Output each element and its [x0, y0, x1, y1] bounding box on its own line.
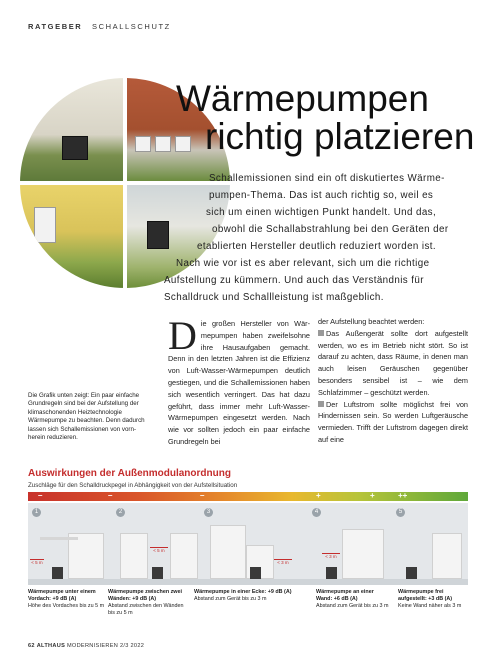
photo-house-yellow — [20, 185, 123, 288]
section-header — [28, 22, 171, 31]
heat-pump-icon — [52, 567, 63, 579]
placement-illustrations — [28, 503, 468, 585]
lead-line: etablierten Hersteller deutlich reduziert worden ist. — [197, 241, 437, 252]
scene-caption-head: Wärmepumpe an einer Wand: +6 dB (A) — [316, 589, 374, 602]
scene-caption — [28, 589, 106, 610]
body-text: ie großen Hersteller von Wärmepumpen haben zweifelsohne ihre Hausaufgaben gemacht. Denn in den letzten Jahren ist die Effizienz von Luft-Wasser-Wärmepumpen deutlich gestiegen, und die Schallemissionen haben sich wesentlich verringert. Das hat dazu geführt, dass immer mehr Luft-Wasser-Wärmepumpen eingesetzt werden. Nach wie vor sollten jedoch ein paar einfache Grundregeln bei — [168, 319, 310, 446]
body-column-2 — [318, 316, 468, 446]
distance-label: < 3 m — [274, 559, 292, 565]
scene-caption — [316, 589, 390, 610]
bullet-text: Das Außengerät sollte dort aufgestellt werden, wo es im Betrieb nicht stört. So ist darauf zu achten, dass Räume, in denen man auch leisen Geräuschen gegenüber besonders sensibel ist – wie dem Schlafzimmer – geschützt werden. — [318, 328, 468, 397]
header-category: RATGEBER — [28, 22, 83, 31]
scene-caption-head: Wärmepumpe frei aufgestellt: +3 dB (A) — [398, 589, 453, 602]
page-footer — [28, 643, 144, 649]
heat-pump-unit — [175, 136, 191, 152]
lead-line: Schallemissionen sind ein oft diskutiertes Wärme- — [209, 173, 445, 184]
body-column-1 — [168, 313, 310, 448]
header-topic: SCHALLSCHUTZ — [92, 22, 171, 31]
body-text: der Aufstellung beachtet werden: — [318, 317, 425, 326]
scene-caption-detail: Keine Wand näher als 3 m — [398, 603, 462, 609]
distance-label: < 5 m — [150, 547, 168, 553]
scene-between-walls — [112, 503, 200, 585]
scale-mark: – — [38, 491, 43, 500]
scene-number: 1 — [32, 508, 41, 517]
heat-pump-unit — [135, 136, 151, 152]
bullet-item — [318, 328, 468, 399]
scene-caption — [398, 589, 470, 610]
distance-label: < 5 m — [31, 560, 43, 565]
infographic-title: Auswirkungen der Außenmodulanordnung — [28, 468, 231, 479]
scale-mark: – — [108, 491, 113, 500]
scene-caption-head: Wärmepumpe unter einem Vordach: +9 dB (A) — [28, 589, 96, 602]
heat-pump-unit — [62, 136, 88, 160]
house-wall — [170, 533, 198, 579]
scene-caption-detail: Abstand zwischen den Wänden bis zu 5 m — [108, 603, 184, 616]
scene-corner — [200, 503, 308, 585]
scene-caption — [108, 589, 188, 617]
square-bullet-icon — [318, 330, 324, 336]
canopy — [40, 537, 78, 540]
scene-caption-detail: Höhe des Vordaches bis zu 5 m — [28, 603, 105, 609]
scale-mark: ++ — [398, 491, 408, 500]
page-number: 62 — [28, 643, 35, 649]
scene-caption-head: Wärmepumpe in einer Ecke: +9 dB (A) — [194, 589, 292, 595]
lead-line: obwohl die Schallabstrahlung bei den Geräten der — [212, 224, 449, 235]
bullet-text: Der Luftstrom sollte möglichst frei von Hindernissen sein. So werden Luftgeräusche vermieden. Trifft der Luftstrom dagegen direkt auf eine — [318, 399, 468, 444]
lead-line: sich um einen wichtigen Punkt handelt. Und das, — [206, 207, 437, 218]
magazine-name: ALTHAUS — [36, 643, 66, 649]
scene-caption-detail: Abstand zum Gerät bis zu 3 m — [316, 603, 389, 609]
scale-mark: + — [370, 491, 375, 500]
scene-number: 4 — [312, 508, 321, 517]
house-wall — [210, 525, 246, 579]
scene-caption-head: Wärmepumpe zwischen zwei Wänden: +9 dB (A) — [108, 589, 182, 602]
scene-caption-detail: Abstand zum Gerät bis zu 3 m — [194, 596, 267, 602]
magazine-issue: MODERNISIEREN 2/3 2022 — [66, 643, 145, 649]
square-bullet-icon — [318, 401, 324, 407]
heat-pump-icon — [406, 567, 417, 579]
distance-label: < 3 m — [322, 553, 340, 559]
scene-number: 3 — [204, 508, 213, 517]
heat-pump-unit — [34, 207, 56, 243]
house-wall — [120, 533, 148, 579]
scene-number: 5 — [396, 508, 405, 517]
scene-against-wall — [308, 503, 392, 585]
heat-pump-icon — [326, 567, 337, 579]
scene-under-canopy — [28, 503, 112, 585]
scale-mark: – — [200, 491, 205, 500]
lead-line: pumpen-Thema. Das ist auch richtig so, weil es — [209, 190, 434, 201]
scale-mark: + — [316, 491, 321, 500]
article-title-line2: richtig platzieren — [205, 116, 475, 157]
heat-pump-icon — [152, 567, 163, 579]
heat-pump-unit — [155, 136, 171, 152]
lead-line: Aufstellung zu kümmern. Und auch das Verständnis für — [164, 275, 424, 286]
scene-number: 2 — [116, 508, 125, 517]
heat-pump-unit — [147, 221, 169, 249]
bullet-item — [318, 399, 468, 446]
scene-free-standing — [392, 503, 468, 585]
heat-pump-icon — [250, 567, 261, 579]
drop-cap: D — [168, 313, 197, 358]
photo-house-white — [20, 78, 123, 181]
house-wall — [342, 529, 384, 579]
house-wall — [432, 533, 462, 579]
infographic-subtitle: Zuschläge für den Schalldruckpegel in Abhängigkeit von der Aufstellsituation — [28, 482, 238, 489]
lead-line: Schalldruck und Schallleistung ist maßgeblich. — [164, 292, 384, 303]
scene-caption — [194, 589, 306, 603]
lead-line: Nach wie vor ist es aber relevant, sich um die richtige — [176, 258, 430, 269]
image-caption: Die Grafik unten zeigt: Ein paar einfache Grundregeln sind bei der Aufstellung der klimaschonenden Heiztechnologie Wärmepumpe zu beachten. Denn dadurch lassen sich Schallemissionen von vornherein reduzieren. — [28, 392, 145, 442]
article-title-line1: Wärmepumpen — [176, 78, 429, 119]
